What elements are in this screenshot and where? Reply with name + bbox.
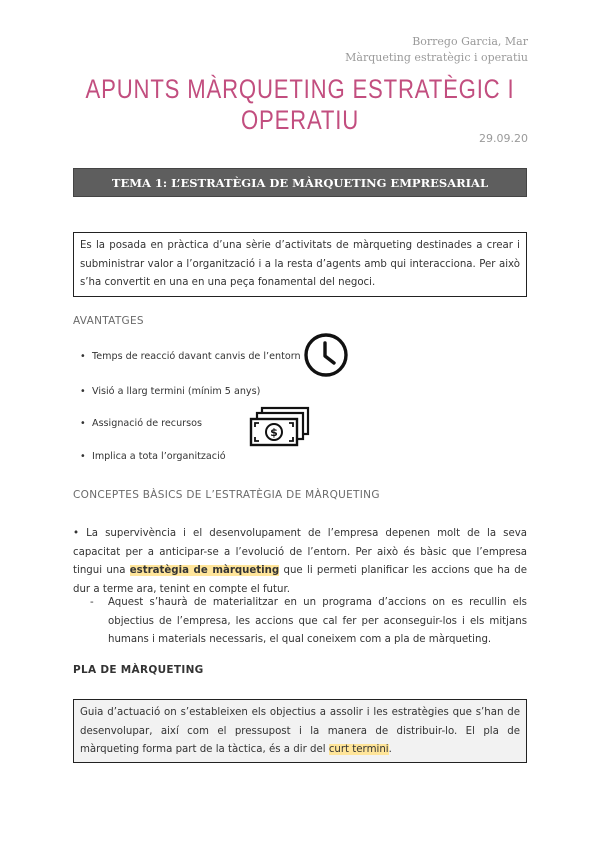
svg-text:$: $: [270, 426, 278, 439]
subject-name: Màrqueting estratègic i operatiu: [345, 51, 528, 64]
pla-heading: PLA DE MÀRQUETING: [73, 664, 204, 676]
tema-title-bar: [73, 168, 527, 197]
definition-text: Es la posada en pràctica d’una sèrie d’activitats de màrqueting destinades a crear i subministrar valor a l’organització i a la resta d’agents amb qui interacciona. Per això s’ha convertit en una en una peça fonamental del negoci.: [80, 240, 520, 288]
conceptes-paragraph-2: [90, 594, 527, 650]
para2-text: Aquest s’haurà de materialitzar en un programa d’accions on es recullin els objectius de l’empresa, les accions que cal fer per aconseguir-los i els mitjans humans i materials necessaris, el qual coneixem com a pla de màrqueting.: [108, 597, 527, 645]
list-item: • Implica a tota l’organització: [80, 451, 226, 462]
document-date: 29.09.20: [479, 132, 528, 145]
conceptes-heading: CONCEPTES BÀSICS DE L’ESTRATÈGIA DE MÀRQUETING: [73, 489, 380, 501]
conceptes-paragraph-1: [73, 525, 527, 599]
highlight-estrategia: estratègia de màrqueting: [129, 565, 280, 576]
para1-end: que li permeti planificar les accions que ha de dur a terme ara, tenint en compte el futur.: [73, 565, 527, 595]
pla-text-start: Guia d’actuació on s’estableixen els objectius a assolir i les estratègies que s’han de desenvolupar, així com el pressupost i la manera de distribuir-lo. El pla de màrqueting forma part de la tàctica, és a dir del: [80, 707, 520, 755]
dash-marker: -: [90, 597, 94, 608]
header-author-block: [345, 34, 528, 66]
list-item: • Temps de reacció davant canvis de l’entorn: [80, 351, 301, 362]
page-title: APUNTS MÀRQUETING ESTRATÈGIC I OPERATIU: [85, 74, 515, 135]
highlight-curt-termini: curt termini: [328, 744, 389, 755]
money-icon: [248, 406, 310, 448]
list-item: • Visió a llarg termini (mínim 5 anys): [80, 386, 260, 397]
tema-title: TEMA 1: L’ESTRATÈGIA DE MÀRQUETING EMPRESARIAL: [111, 175, 489, 190]
pla-box: [73, 699, 527, 763]
pla-text-end: .: [388, 744, 392, 755]
list-item: • Assignació de recursos: [80, 418, 202, 429]
definition-box: [73, 232, 527, 297]
clock-icon: [303, 332, 349, 378]
avantatges-heading: AVANTATGES: [73, 315, 144, 327]
para1-start: • La supervivència i el desenvolupament de l’empresa depenen molt de la seva capacitat per a anticipar-se a l’evolució de l’entorn. Per això és bàsic que l’empresa tingui una: [73, 528, 527, 576]
author-name: Borrego Garcia, Mar: [412, 35, 528, 48]
